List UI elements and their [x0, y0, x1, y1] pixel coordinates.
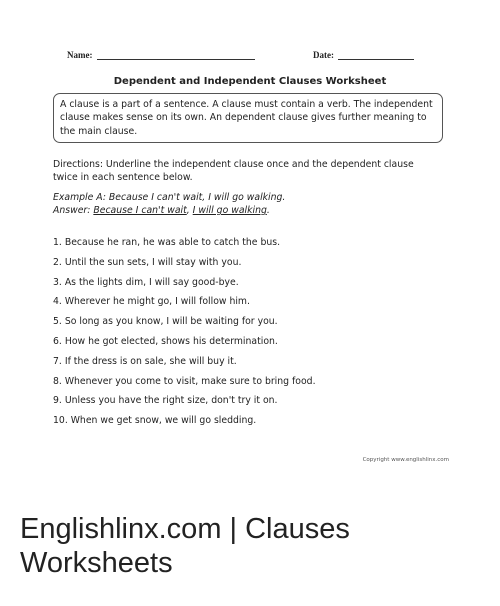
- name-field: [67, 50, 255, 60]
- worksheet-title: Dependent and Independent Clauses Worksheet: [113, 76, 387, 87]
- question-item: 4. Wherever he might go, I will follow him.: [53, 296, 250, 308]
- definition-box: [53, 93, 443, 143]
- header-row: [67, 50, 437, 68]
- example-sentence: Example A: Because I can't wait, I will go walking.: [53, 192, 286, 203]
- answer-end: .: [266, 205, 270, 216]
- question-item: 10. When we get snow, we will go sledding.: [53, 415, 257, 427]
- question-item: 7. If the dress is on sale, she will buy it.: [53, 355, 237, 367]
- example-block: [53, 191, 441, 217]
- image-caption: Englishlinx.com | Clauses Worksheets: [20, 513, 350, 579]
- copyright-text: Copyright www.englishlinx.com: [362, 457, 449, 463]
- question-list: [53, 233, 441, 431]
- question-item: 1. Because he ran, he was able to catch the bus.: [53, 237, 281, 248]
- question-item: 2. Until the sun sets, I will stay with you.: [53, 256, 242, 268]
- question-item: 5. So long as you know, I will be waiting for you.: [53, 316, 278, 328]
- question-item: 9. Unless you have the right size, don't try it on.: [53, 395, 278, 407]
- name-label: Name:: [67, 50, 93, 60]
- date-line: [338, 50, 414, 60]
- answer-label: Answer:: [53, 205, 91, 216]
- date-field: [313, 50, 414, 60]
- worksheet: [45, 40, 455, 480]
- question-item: 3. As the lights dim, I will say good-bye.: [53, 276, 239, 288]
- example-answer: [53, 204, 441, 217]
- question-item: 6. How he got elected, shows his determination.: [53, 335, 278, 347]
- answer-dependent-clause: Because I can't wait: [93, 205, 187, 216]
- directions-text: Directions: Underline the independent clause once and the dependent clause twice in each sentence below.: [53, 159, 414, 184]
- answer-independent-clause: I will go walking: [192, 205, 267, 216]
- question-item: 8. Whenever you come to visit, make sure to bring food.: [53, 375, 316, 387]
- name-line: [97, 50, 255, 60]
- answer-separator: ,: [186, 205, 193, 216]
- date-label: Date:: [313, 50, 334, 60]
- definition-text: A clause is a part of a sentence. A clause must contain a verb. The independent clause makes sense on its own. An dependent clause gives further meaning to the main clause.: [60, 99, 433, 137]
